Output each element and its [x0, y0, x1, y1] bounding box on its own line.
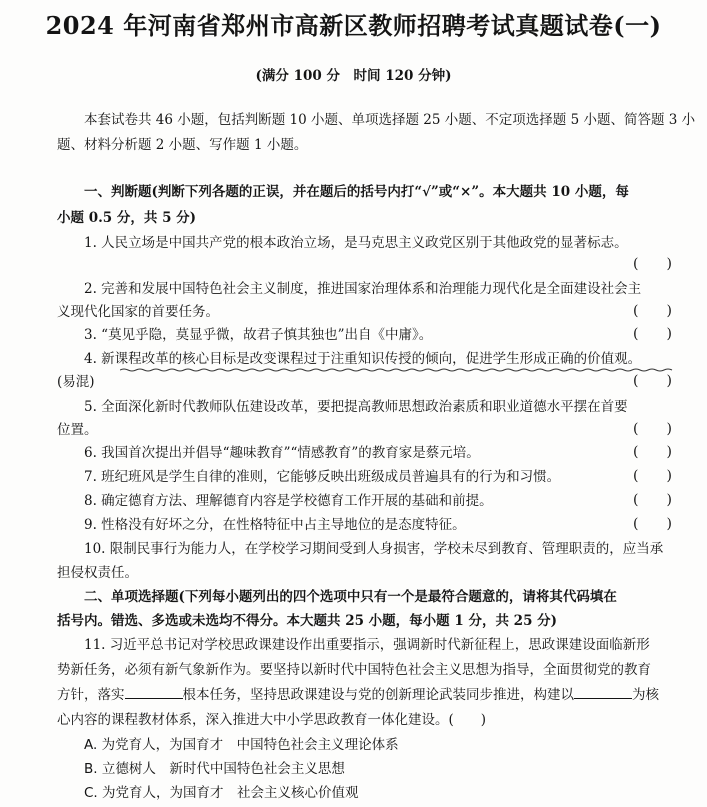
wavy-underline — [120, 368, 676, 372]
answer-paren-2[interactable]: ( ) — [633, 303, 672, 319]
question-11-text-c: 为核 — [632, 687, 659, 703]
section-2-heading: 二、单项选择题(下列每小题列出的四个选项中只有一个是最符合题意的，请将其代码填在 — [84, 589, 617, 605]
answer-paren-8[interactable]: ( ) — [633, 492, 672, 508]
question-6: 6. 我国首次提出并倡导“趣味教育”“情感教育”的教育家是蔡元培。 — [84, 445, 480, 461]
question-3: 3. “莫见乎隐，莫显乎微，故君子慎其独也”出自《中庸》。 — [84, 327, 433, 343]
section-1-heading: 一、判断题(判断下列各题的正误，并在题后的括号内打“√”或“×”。本大题共 10 小题，每 — [84, 184, 629, 200]
question-1: 1. 人民立场是中国共产党的根本政治立场，是马克思主义政党区别于其他政党的显著标志。 — [84, 235, 628, 251]
answer-paren-4[interactable]: ( ) — [633, 373, 672, 389]
page-title: 2024 年河南省郑州市高新区教师招聘考试真题试卷(一) — [45, 11, 662, 40]
question-4: 4. 新课程改革的核心目标是改变课程过于注重知识传授的倾向，促进学生形成正确的价值观。 — [84, 351, 642, 367]
question-2: 2. 完善和发展中国特色社会主义制度，推进国家治理体系和治理能力现代化是全面建设社会主 — [84, 281, 642, 297]
fill-blank-1[interactable] — [125, 687, 183, 699]
option-b[interactable]: B. 立德树人 新时代中国特色社会主义思想 — [84, 761, 345, 777]
question-5: 5. 全面深化新时代教师队伍建设改革，要把提高教师思想政治素质和职业道德水平摆在首要 — [84, 399, 628, 415]
question-5-cont: 位置。 — [57, 422, 98, 438]
fill-blank-2[interactable] — [574, 687, 632, 699]
section-1-heading-cont: 小题 0.5 分，共 5 分) — [57, 210, 197, 226]
section-2-heading-cont: 括号内。错选、多选或未选均不得分。本大题共 25 小题，每小题 1 分，共 25 分) — [57, 613, 558, 629]
question-11-line-3 — [57, 683, 659, 703]
question-8: 8. 确定德育方法、理解德育内容是学校德育工作开展的基础和前提。 — [84, 493, 493, 509]
question-11-line-4: 心内容的课程教材体系，深入推进大中小学思政教育一体化建设。( ) — [57, 712, 487, 728]
answer-paren-5[interactable]: ( ) — [633, 421, 672, 437]
answer-paren-3[interactable]: ( ) — [633, 326, 672, 342]
question-11-text-a: 方针，落实 — [57, 687, 125, 703]
question-10: 10. 限制民事行为能力人，在学校学习期间受到人身损害，学校未尽到教育、管理职责的，应当承 — [84, 541, 664, 557]
question-2-cont: 义现代化国家的首要任务。 — [57, 304, 219, 320]
answer-paren-9[interactable]: ( ) — [633, 516, 672, 532]
answer-paren-7[interactable]: ( ) — [633, 468, 672, 484]
question-11-text-b: 根本任务，坚持思政课建设与党的创新理论武装同步推进，构建以 — [182, 687, 574, 703]
answer-paren-1[interactable]: ( ) — [633, 256, 672, 272]
question-7: 7. 班纪班风是学生自律的准则，它能够反映出班级成员普遍具有的行为和习惯。 — [84, 469, 561, 485]
intro-line-1: 本套试卷共 46 小题，包括判断题 10 小题、单项选择题 25 小题、不定项选择题 5 小题、简答题 3 小 — [84, 112, 696, 128]
question-11-line-2: 势新任务，必须有新气象新作为。要坚持以新时代中国特色社会主义思想为指导，全面贯彻党的教育 — [57, 662, 651, 678]
exam-info: (满分 100 分 时间 120 分钟) — [255, 68, 452, 84]
question-11: 11. 习近平总书记对学校思政课建设作出重要指示，强调新时代新征程上，思政课建设面临新形 — [84, 637, 650, 653]
answer-paren-6[interactable]: ( ) — [633, 444, 672, 460]
question-4-tag: (易混) — [57, 374, 95, 390]
question-9: 9. 性格没有好坏之分，在性格特征中占主导地位的是态度特征。 — [84, 517, 466, 533]
option-a[interactable]: A. 为党育人，为国育才 中国特色社会主义理论体系 — [84, 737, 399, 753]
question-10-cont: 担侵权责任。 — [57, 565, 138, 581]
option-c[interactable]: C. 为党育人，为国育才 社会主义核心价值观 — [84, 785, 359, 801]
intro-line-2: 题、材料分析题 2 小题、写作题 1 小题。 — [57, 137, 308, 153]
